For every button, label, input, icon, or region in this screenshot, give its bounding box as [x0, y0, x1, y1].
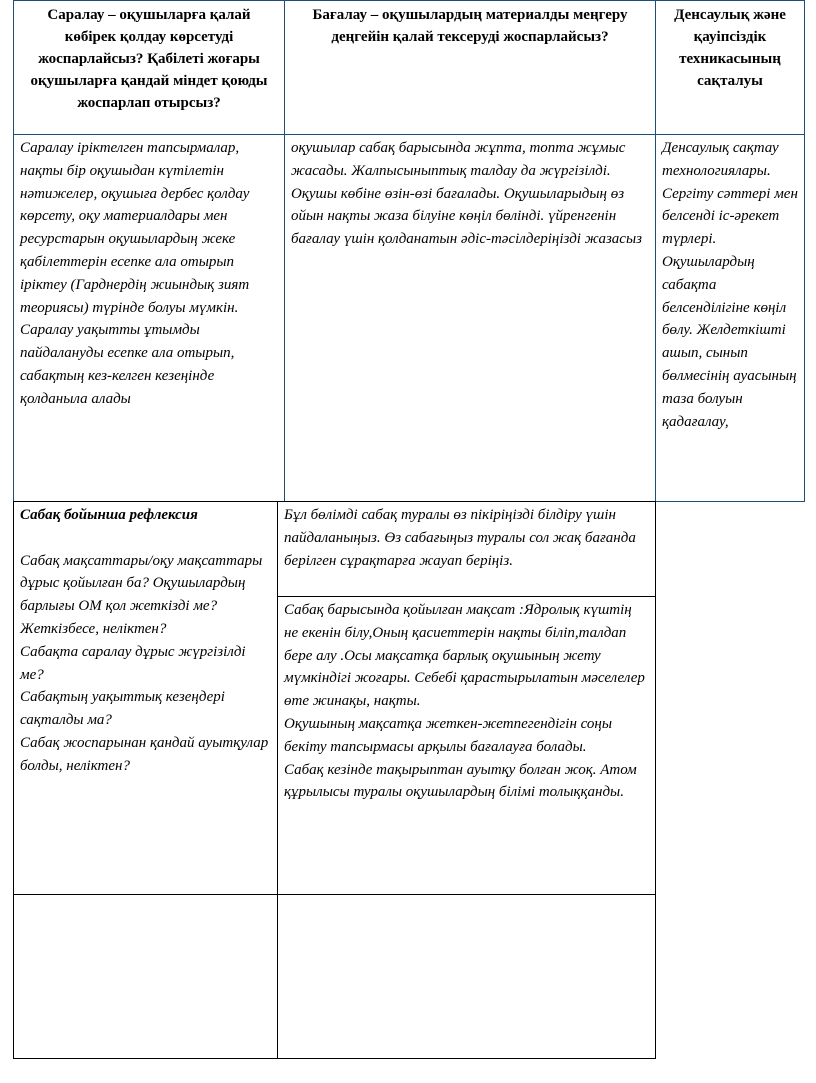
reflection-answer-paragraph: Оқушының мақсатқа жеткен-жетпегендігін соңы бекіту тапсырмасы арқылы бағалауға болады.: [284, 715, 613, 755]
header-health-safety: Денсаулық және қауіпсіздік техникасының сақталуы: [655, 0, 805, 135]
cell-assessment: оқушылар сабақ барысында жұпта, топта жұмыс жасады. Жалпысыныптық талдау да жүргізілді. Оқушы көбіне өзін-өзі бағалады. Оқушыларыдың өз ойын нақты жаза білуіне көңіл бөлінді. үйренгенін бағалау үшін қолданатын әдіс-тәсілдеріңізді жазасыз: [284, 134, 656, 502]
cell-health-safety: Денсаулық сақтау технологиялары. Сергіту сәттері мен белсенді іс-әрекет түрлері. Оқушылардың сабақта белсенділігіне көңіл бөлу. Желдеткішті ашып, сынып бөлмесінің ауасының таза болуын қадағалау,: [655, 134, 805, 502]
header-assessment: Бағалау – оқушылардың материалды меңгеру деңгейін қалай тексеруді жоспарлайсыз?: [284, 0, 656, 135]
reflection-question: Сабақ жоспарынан қандай ауытқулар болды, неліктен?: [20, 734, 269, 774]
reflection-question: Сабақтың уақыттық кезеңдері сақталды ма?: [20, 689, 225, 729]
reflection-instruction-cell: [277, 501, 656, 597]
header-differentiation: Саралау – оқушыларға қалай көбірек қолдау көрсетуді жоспарлайсыз? Қабілеті жоғары оқушыларға қандай міндет қоюды жоспарлап отырсыз?: [13, 0, 285, 135]
reflection-question: Сабақ мақсаттары/оқу мақсаттары дұрыс қойылған ба? Оқушылардың барлығы ОМ қол жеткізді ме?: [20, 552, 263, 615]
reflection-answer-paragraph: Сабақ кезінде тақырыптан ауытқу болған жоқ. Атом құрылысы туралы оқушылардың білімі толыққанды.: [284, 761, 637, 801]
reflection-instruction: Бұл бөлімді сабақ туралы өз пікіріңізді білдіру үшін пайдаланыңыз. Өз сабағыңыз туралы сол жақ бағанда берілген сұрақтарға жауап беріңіз.: [284, 507, 636, 569]
reflection-title: Сабақ бойынша рефлексия: [20, 507, 198, 523]
reflection-question: Жеткізбесе, неліктен?: [20, 620, 167, 637]
cell-differentiation: Саралау іріктелген тапсырмалар, нақты бір оқушыдан күтілетін нәтижелер, оқушыға дербес қолдау көрсету, оқу материалдары мен ресурстарын оқушылардың жеке қабілеттерін есепке ала отырып іріктеу (Гарднердің жиындық зият теориясы) түрінде болуы мүмкін. Саралау уақытты ұтымды пайдалануды есепке ала отырып, сабақтың кез-келген кезеңінде қолданыла алады: [13, 134, 285, 502]
reflection-questions-cell: [13, 501, 278, 895]
reflection-answer-paragraph: Сабақ барысында қойылған мақсат :Ядролық күштің не екенін білу,Оның қасиеттерін нақты біліп,талдап бере алу .Осы мақсатқа барлық оқушының жету мүмкіндігі жоғары. Себебі қарастырылатын мәселелер өте жинақы, нақты.: [284, 602, 645, 710]
empty-cell-right: [277, 894, 656, 1059]
empty-cell-left: [13, 894, 278, 1059]
reflection-answer-cell: [277, 596, 656, 895]
reflection-question: Сабақта саралау дұрыс жүргізілді ме?: [20, 643, 246, 683]
